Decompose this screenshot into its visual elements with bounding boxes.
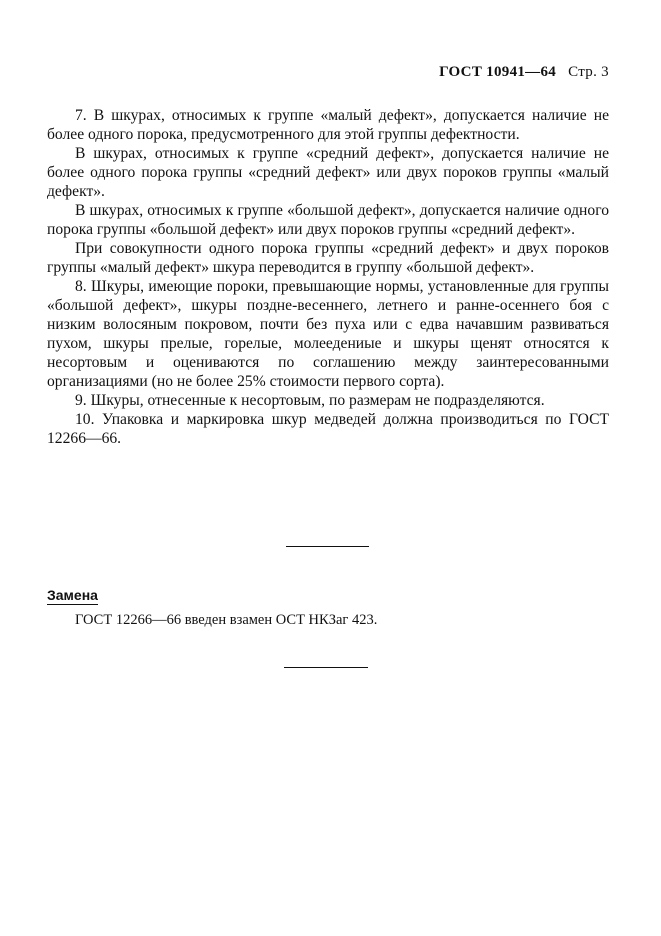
paragraph-10: 10. Упаковка и маркировка шкур медведей должна производиться по ГОСТ 12266—66.	[47, 411, 609, 447]
paragraph-9: 9. Шкуры, отнесенные к несортовым, по размерам не подразделяются.	[75, 392, 545, 409]
standard-number: ГОСТ 10941—64	[439, 64, 557, 80]
page-header	[439, 64, 609, 81]
paragraph-7: 7. В шкурах, относимых к группе «малый дефект», допускается наличие не более одного порока, предусмотренного для этой группы дефектности.	[47, 107, 609, 143]
section-divider-bottom	[284, 667, 368, 668]
paragraph-8: 8. Шкуры, имеющие пороки, превышающие нормы, установленные для группы «большой дефект», шкуры поздне-весеннего, летнего и ранне-осеннего боя с низким волосяным покровом, почти без пуха или с едва начавшим развиваться пухом, шкуры прелые, горелые, молеедениые и шкуры щенят относятся к несортовым и оцениваются по соглашению между заинтересованными организациями (но не более 25% стоимости первого сорта).	[47, 278, 609, 390]
page-number: Стр. 3	[568, 64, 609, 80]
section-divider-top	[286, 546, 369, 547]
paragraph-7-combination: При совокупности одного порока группы «средний дефект» и двух пороков группы «малый дефект» шкура переводится в группу «большой дефект».	[47, 240, 609, 276]
paragraph-7-large-defect: В шкурах, относимых к группе «большой дефект», допускается наличие одного порока группы «большой дефект» или двух пороков группы «средний дефект».	[47, 202, 609, 238]
replacement-label: Замена	[47, 587, 98, 603]
body-text	[47, 106, 609, 448]
replacement-text: ГОСТ 12266—66 введен взамен ОСТ НКЗаг 423.	[75, 612, 378, 628]
paragraph-7-medium-defect: В шкурах, относимых к группе «средний дефект», допускается наличие не более одного порока группы «средний дефект» или двух пороков группы «малый дефект».	[47, 145, 609, 200]
